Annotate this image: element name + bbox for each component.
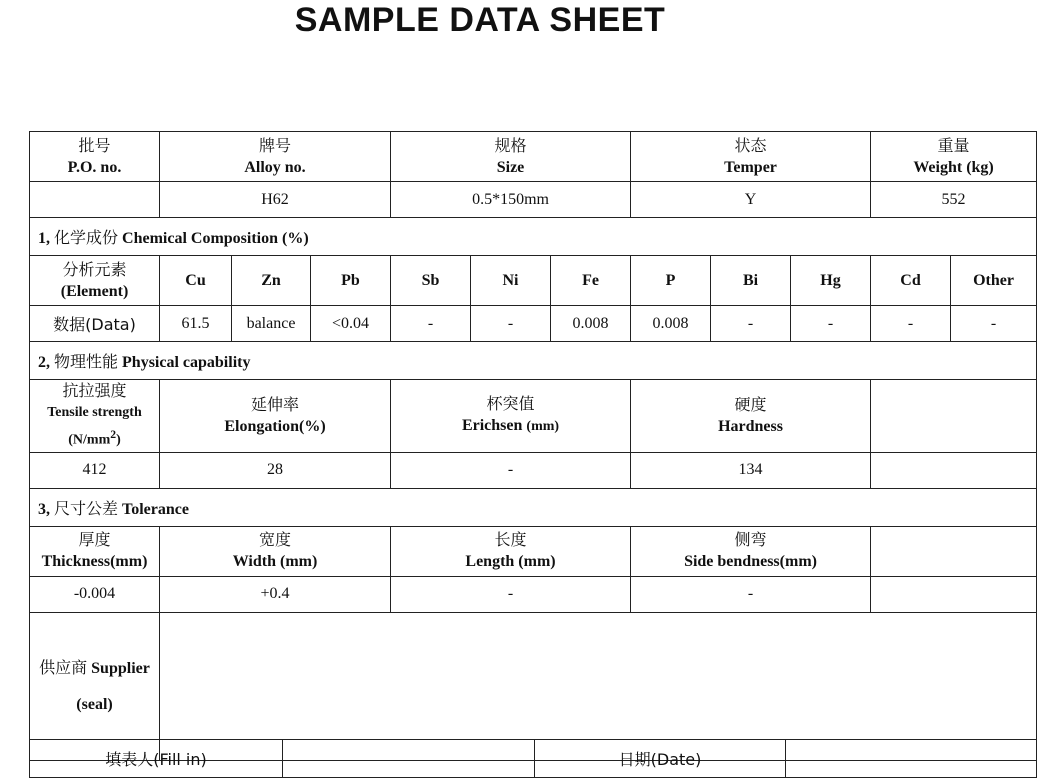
element-name: Hg bbox=[791, 256, 871, 306]
element-value: 0.008 bbox=[631, 306, 711, 342]
header-label-row bbox=[30, 132, 1037, 182]
length-value: - bbox=[391, 576, 631, 612]
section1-title: 1, 化学成份 Chemical Composition (%) bbox=[30, 218, 1037, 256]
element-value: - bbox=[951, 306, 1037, 342]
empty-cell bbox=[871, 452, 1037, 488]
section3-title-row bbox=[30, 488, 1037, 526]
fill-in-value bbox=[283, 740, 535, 778]
side-bendness-value: - bbox=[631, 576, 871, 612]
date-label: 日期(Date) bbox=[535, 740, 786, 778]
data-sheet-table bbox=[29, 131, 1037, 761]
element-label: 分析元素 (Element) bbox=[30, 256, 160, 306]
tolerance-label-row bbox=[30, 526, 1037, 576]
footer-row bbox=[30, 740, 1037, 778]
tolerance-value-row bbox=[30, 576, 1037, 612]
side-bendness-header: 侧弯 Side bendness(mm) bbox=[631, 526, 871, 576]
section2-title: 2, 物理性能 Physical capability bbox=[30, 342, 1037, 380]
element-value: - bbox=[871, 306, 951, 342]
footer-table bbox=[29, 739, 1037, 778]
element-name: Zn bbox=[232, 256, 311, 306]
data-label: 数据(Data) bbox=[30, 306, 160, 342]
erichsen-value: - bbox=[391, 452, 631, 488]
size-value: 0.5*150mm bbox=[391, 182, 631, 218]
alloy-value: H62 bbox=[160, 182, 391, 218]
document-title: SAMPLE DATA SHEET bbox=[294, 1, 666, 39]
element-name: Ni bbox=[471, 256, 551, 306]
physical-value-row bbox=[30, 452, 1037, 488]
header-value-row bbox=[30, 182, 1037, 218]
hardness-header: 硬度 Hardness bbox=[631, 380, 871, 453]
erichsen-header: 杯突值 Erichsen (mm) bbox=[391, 380, 631, 453]
temper-header: 状态 Temper bbox=[631, 132, 871, 182]
element-name: Other bbox=[951, 256, 1037, 306]
fill-in-label: 填表人(Fill in) bbox=[30, 740, 283, 778]
hardness-value: 134 bbox=[631, 452, 871, 488]
element-value: - bbox=[711, 306, 791, 342]
empty-cell bbox=[871, 576, 1037, 612]
element-value: balance bbox=[232, 306, 311, 342]
thickness-value: -0.004 bbox=[30, 576, 160, 612]
element-name: Cu bbox=[160, 256, 232, 306]
element-row bbox=[30, 256, 1037, 306]
element-name: Pb bbox=[311, 256, 391, 306]
supplier-label: 供应商 Supplier (seal) bbox=[30, 612, 160, 760]
empty-cell bbox=[871, 380, 1037, 453]
thickness-header: 厚度 Thickness(mm) bbox=[30, 526, 160, 576]
tensile-header: 抗拉强度 Tensile strength $(N/mm^2)$ bbox=[30, 380, 160, 453]
temper-value: Y bbox=[631, 182, 871, 218]
composition-data-row bbox=[30, 306, 1037, 342]
tensile-value: 412 bbox=[30, 452, 160, 488]
weight-value: 552 bbox=[871, 182, 1037, 218]
weight-header: 重量 Weight (kg) bbox=[871, 132, 1037, 182]
element-name: P bbox=[631, 256, 711, 306]
empty-cell bbox=[871, 526, 1037, 576]
size-header: 规格 Size bbox=[391, 132, 631, 182]
date-value bbox=[786, 740, 1037, 778]
alloy-header: 牌号 Alloy no. bbox=[160, 132, 391, 182]
element-name: Sb bbox=[391, 256, 471, 306]
po-header: 批号 P.O. no. bbox=[30, 132, 160, 182]
section3-title: 3, 尺寸公差 Tolerance bbox=[30, 488, 1037, 526]
section2-title-row bbox=[30, 342, 1037, 380]
width-value: +0.4 bbox=[160, 576, 391, 612]
element-value: <0.04 bbox=[311, 306, 391, 342]
physical-label-row bbox=[30, 380, 1037, 453]
element-value: - bbox=[791, 306, 871, 342]
elongation-value: 28 bbox=[160, 452, 391, 488]
width-header: 宽度 Width (mm) bbox=[160, 526, 391, 576]
supplier-row bbox=[30, 612, 1037, 760]
supplier-seal-area bbox=[160, 612, 1037, 760]
elongation-header: 延伸率 Elongation(%) bbox=[160, 380, 391, 453]
po-value bbox=[30, 182, 160, 218]
element-name: Cd bbox=[871, 256, 951, 306]
element-value: 0.008 bbox=[551, 306, 631, 342]
element-value: - bbox=[391, 306, 471, 342]
length-header: 长度 Length (mm) bbox=[391, 526, 631, 576]
element-value: 61.5 bbox=[160, 306, 232, 342]
section1-title-row bbox=[30, 218, 1037, 256]
element-value: - bbox=[471, 306, 551, 342]
element-name: Fe bbox=[551, 256, 631, 306]
element-name: Bi bbox=[711, 256, 791, 306]
